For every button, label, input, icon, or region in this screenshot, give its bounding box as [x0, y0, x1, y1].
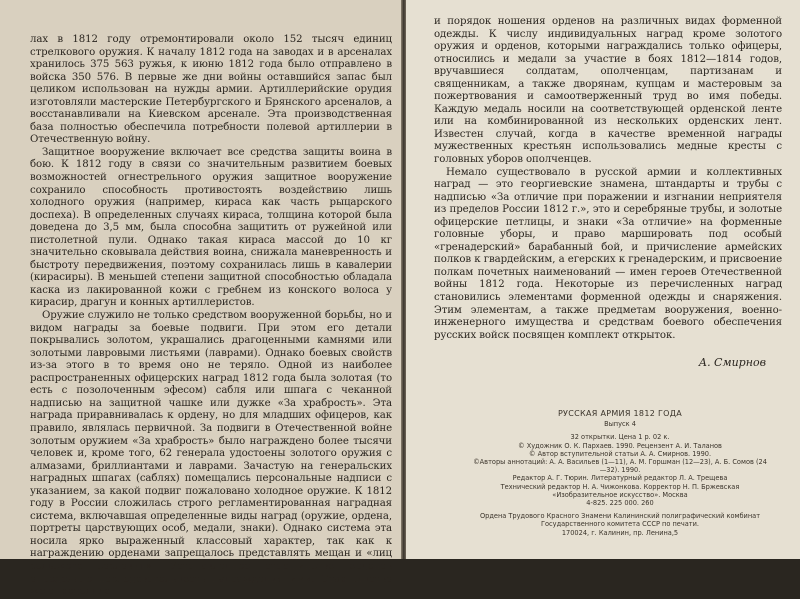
colophon-line: Технический редактор Н. А. Чижонкова. Корректор Н. П. Бржевская — [500, 482, 740, 491]
publication-title: РУССКАЯ АРМИЯ 1812 ГОДА — [557, 409, 683, 418]
left-page-text — [30, 34, 392, 599]
colophon-line: © Художник О. К. Пархаев. 1990. Рецензент А. И. Таланов — [518, 441, 722, 450]
printer-line: Государственного комитета СССР по печати. — [540, 520, 700, 529]
colophon-line: ©Авторы аннотаций: А. А. Васильев (1—11), А. М. Горшман (12—23), А. Б. Сомов (24—32). 1990. — [473, 458, 767, 475]
printer-line: 170024, г. Калинин, пр. Ленина,5 — [561, 528, 679, 537]
paragraph: лах в 1812 году отремонтировали около 152 тысяч единиц стрелкового оружия. К началу 1812 года на заводах и в арсеналах хранилось 375 563 ружья, к июню 1812 года было отправлено в войска 350 576. В первые же дни войны оставшийся запас был целиком использован на нужды армии. Артиллерийские орудия изготовляли мастерские Петербургского и Брянского арсеналов, а восстанавливали на Киевском арсенале. Эта производственная база полностью обеспечила потребности полевой артиллерии в Отечественную войну. — [30, 34, 392, 146]
colophon-line: 4-825. 225 000. 260 — [586, 499, 654, 508]
colophon — [470, 410, 770, 537]
paragraph: Немало существовало в русской армии и коллективных наград — это георгиевские знамена, штандарты и трубы с надписью «За отличие при поражении и изгнании неприятеля из пределов России 1812 г.», это и серебряные трубы, и золотые офицерские петлицы, и знаки «За отличие» на форменные головные уборы, и право маршировать под особый «гренадерский» барабанный бой, и причисление армейских полков к гвардейским, а егерских к гренадерским, и присвоение полкам почетных наименований — имен героев Отечественной войны 1812 года. Некоторые из перечисленных наград становились элементами форменной одежды и снаряжения. Этим элементам, а также предметам вооружения, военно-инженерного имущества и средствам боевого обеспечения русских войск посвящен комплект открыток. — [434, 166, 782, 341]
issue-number: Выпуск 4 — [604, 420, 636, 429]
paragraph: и порядок ношения орденов на различных видах форменной одежды. К числу индивидуальных наград кроме золотого оружия и орденов, которыми награждались только офицеры, относились и медали за участие в боях 1812—1814 годов, вручавшиеся солдатам, ополченцам, партизанам и священникам, а также дворянам, купцам и мастеровым за пожертвования и самоотверженный труд во имя победы. Каждую медаль носили на соответствующей орденской ленте или на комбинированной из нескольких орденских лент. Известен случай, когда в качестве временной награды мужественных крестьян использовались медные кресты с головных уборов ополченцев. — [434, 16, 782, 166]
right-page-text — [434, 16, 782, 342]
colophon-line: Редактор А. Г. Тюрин. Литературный редактор Л. А. Трещева — [512, 474, 728, 483]
author-signature: А. Смирнов — [698, 356, 766, 370]
colophon-line: «Изобразительное искусство». Москва — [552, 490, 688, 499]
colophon-line: 32 открытки. Цена 1 р. 02 к. — [570, 433, 670, 442]
colophon-line: © Автор вступительной статьи А. А. Смирнов. 1990. — [528, 449, 712, 458]
printer-line: Ордена Трудового Красного Знамени Калининский полиграфический комбинат — [479, 512, 761, 521]
paragraph: Защитное вооружение включает все средства защиты воина в бою. К 1812 году в связи со значительным развитием боевых возможностей огнестрельного оружия защитное вооружение сохранило способность противостоять воздействию лишь холодного оружия (например, кираса как часть рыцарского доспеха). В определенных случаях кираса, толщина которой была доведена до 3,5 мм, была способна защитить от ружейной или пистолетной пули. Однако такая кираса массой до 10 кг значительно сковывала действия воина, снижала маневренность и быстроту передвижения, поэтому сохранилась лишь в кавалерии (кирасиры). В меньшей степени защитной способностью обладала каска из лакированной кожи с гребнем из конского волоса у кирасир, драгун и конных артиллеристов. — [30, 146, 392, 309]
paragraph: Оружие служило не только средством вооруженной борьбы, но и видом награды за боевые подвиги. При этом его детали покрывались золотом, украшались драгоценными камнями или золотыми лавровыми листьями (лаврами). Однако боевых свойств из-за этого в то время оно не теряло. Одной из наиболее распространенных офицерских наград 1812 года была золотая (то есть с позолоченным эфесом) сабля или шпага с чеканной надписью на защитной чашке или дужке «За храбрость». Эта награда приравнивалась к ордену, но для младших офицеров, как правило, являлась первичной. За подвиги в Отечественной войне золотым оружием «За храбрость» было награждено более тысячи человек и, кроме того, 62 генерала удостоены золотого оружия с алмазами, бриллиантами и лаврами. Зачастую на генеральских наградных шпагах (саблях) помещались персональные надписи с указанием, за какой подвиг пожаловано холодное оружие. К 1812 году в России сложилась строго регламентированная наградная система, включавшая определенные виды наград (оружие, ордена, портреты царствующих особ, медали, знаки). Однако система эта носила ярко выраженный классовый характер, так как к награждению орденами запрещалось представлять мещан и «лиц сельского сословия». Установленное старшинство орденов определяло последовательность награждения ими. Старшинство же определяло — [30, 310, 392, 598]
